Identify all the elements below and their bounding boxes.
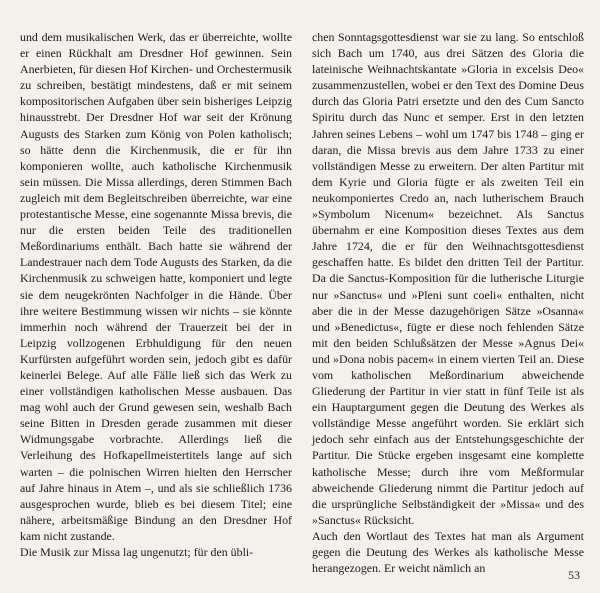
right-column (312, 29, 584, 576)
right-paragraph-2: Auch den Wortlaut des Textes hat man als Argument gegen die Deutung des Werkes als katholische Messe herangezogen. Er weicht nämlich an (312, 528, 584, 576)
right-paragraph-1: chen Sonntagsgottesdienst war sie zu lang. So entschloß sich Bach um 1740, aus drei Sätzen des Gloria die lateinische Weihnachtskantate »Gloria in excelsis Deo« zusammenzustellen, wobei er den Text des Domine Deus durch das Gloria Patri ersetzte und den des Cum Sancto Spiritu durch das Nunc et semper. Erst in den letzten Jahren seines Lebens – wohl um 1747 bis 1748 – ging er daran, die Missa brevis aus dem Jahre 1733 zu einer vollständigen Messe zu erweitern. Der alten Partitur mit dem Kyrie und Gloria fügte er als zweiten Teil ein neukomponiertes Credo an, nach lutherischem Brauch »Symbolum Nicenum« bezeichnet. Als Sanctus übernahm er eine Komposition dieses Textes aus dem Jahre 1724, die er für den Weihnachtsgottesdienst geschaffen hatte. Es bildet den dritten Teil der Partitur. Da die Sanctus-Komposition für die lutherische Liturgie nur »Sanctus« und »Pleni sunt coeli« enthalten, nicht aber die in der Messe dazugehörigen Sätze »Osanna« und »Benedictus«, fügte er diese noch fehlenden Sätze mit den beiden Schlußsätzen der Messe »Agnus Dei« und »Dona nobis pacem« in einem vierten Teil an. Diese vom katholischen Meßordinarium abweichende Gliederung der Partitur in vier statt in fünf Teile ist als ein Hauptargument gegen die Deutung des Werkes als vollständige Messe angeführt worden. Sie erklärt sich jedoch sehr einfach aus der Entstehungsgeschichte der Partitur. Die Stücke ergeben insgesamt eine komplette katholische Messe; durch ihre vom Meßformular abweichende Gliederung nimmt die Partitur jedoch auf die ursprüngliche Selbständigkeit der »Missa« und des »Sanctus« Rücksicht. (312, 30, 584, 527)
left-paragraph-next: Die Musik zur Missa lag ungenutzt; für den übli- (20, 545, 254, 559)
left-paragraph: und dem musikalischen Werk, das er überreichte, wollte er einen Rückhalt am Dresdner Hof gewinnen. Sein Anerbieten, für diesen Hof Kirchen- und Orchestermusik zu schreiben, bestätigt mindestens, daß er mit seinem kompositorischen Aufgaben über sein bisheriges Leipzig hinausstrebt. Der Dresdner Hof war seit der Krönung Augusts des Starken zum König von Polen katholisch; so hätte denn die Kirchenmusik, die er für ihn komponieren wollte, auch katholische Kirchenmusik sein müssen. Die Missa allerdings, deren Stimmen Bach zugleich mit dem Begleitschreiben überreichte, war eine protestantische Messe, eine sogenannte Missa brevis, die nur die ersten beiden Teile des traditionellen Meßordinariums enthält. Bach hatte sie während der Landestrauer nach dem Tode Augusts des Starken, da die Kirchenmusik zu schweigen hatte, komponiert und legte sie dem neugekrönten Nachfolger in die Hände. Über ihre weitere Bestimmung wissen wir nichts – sie könnte immerhin noch während der Trauerzeit bei der in Leipzig vollzogenen Erbhuldigung für den neuen Kurfürsten aufgeführt worden sein, jedoch gibt es dafür keinerlei Belege. Auf alle Fälle ließ sich das Werk zu einer vollständigen katholischen Messe ausbauen. Das mag wohl auch der Grund gewesen sein, weshalb Bach seine Bitten in Dresden gerade zusammen mit dieser Widmungsgabe vorbrachte. Allerdings ließ die Verleihung des Hofkapellmeistertitels lange auf sich warten – die polnischen Wirren hielten den Herrscher auf Jahre hinaus in Atem –, und als sie schließlich 1736 ausgesprochen wurde, blieb es bei diesem Titel; eine nähere, arbeitsmäßige Bindung an den Dresdner Hof kam nicht zustande. (20, 30, 292, 543)
text-columns (20, 29, 584, 576)
left-column (20, 29, 292, 576)
page-number: 53 (568, 568, 580, 582)
